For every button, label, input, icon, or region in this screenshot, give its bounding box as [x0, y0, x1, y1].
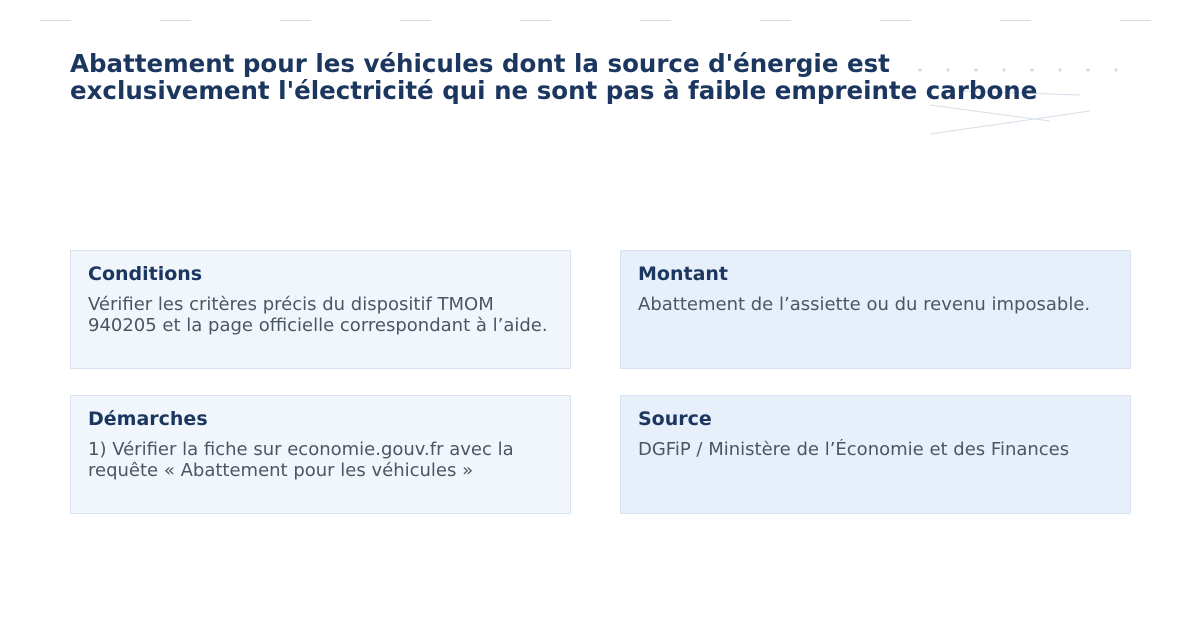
conditions-card-title: Conditions	[88, 263, 203, 285]
montant-card	[620, 250, 1131, 369]
source-card-text: DGFiP / Ministère de l’Économie et des Finances	[638, 439, 1070, 460]
montant-card-title: Montant	[638, 263, 728, 285]
top-dash-decoration	[0, 20, 1200, 22]
demarches-card-text: 1) Vérifier la fiche sur economie.gouv.fr avec la requête « Abattement pour les véhicules »	[88, 439, 514, 481]
conditions-card	[70, 250, 571, 369]
source-card	[620, 395, 1131, 514]
page-title: Abattement pour les véhicules dont la source d'énergie est exclusivement l'électricité qui ne sont pas à faible empreinte carbone	[70, 49, 1038, 105]
demarches-card-title: Démarches	[88, 408, 208, 430]
montant-card-text: Abattement de l’assiette ou du revenu imposable.	[638, 294, 1091, 315]
demarches-card	[70, 395, 571, 514]
conditions-card-text: Vérifier les critères précis du dispositif TMOM 940205 et la page officielle correspondant à l’aide.	[88, 294, 548, 336]
source-card-title: Source	[638, 408, 712, 430]
